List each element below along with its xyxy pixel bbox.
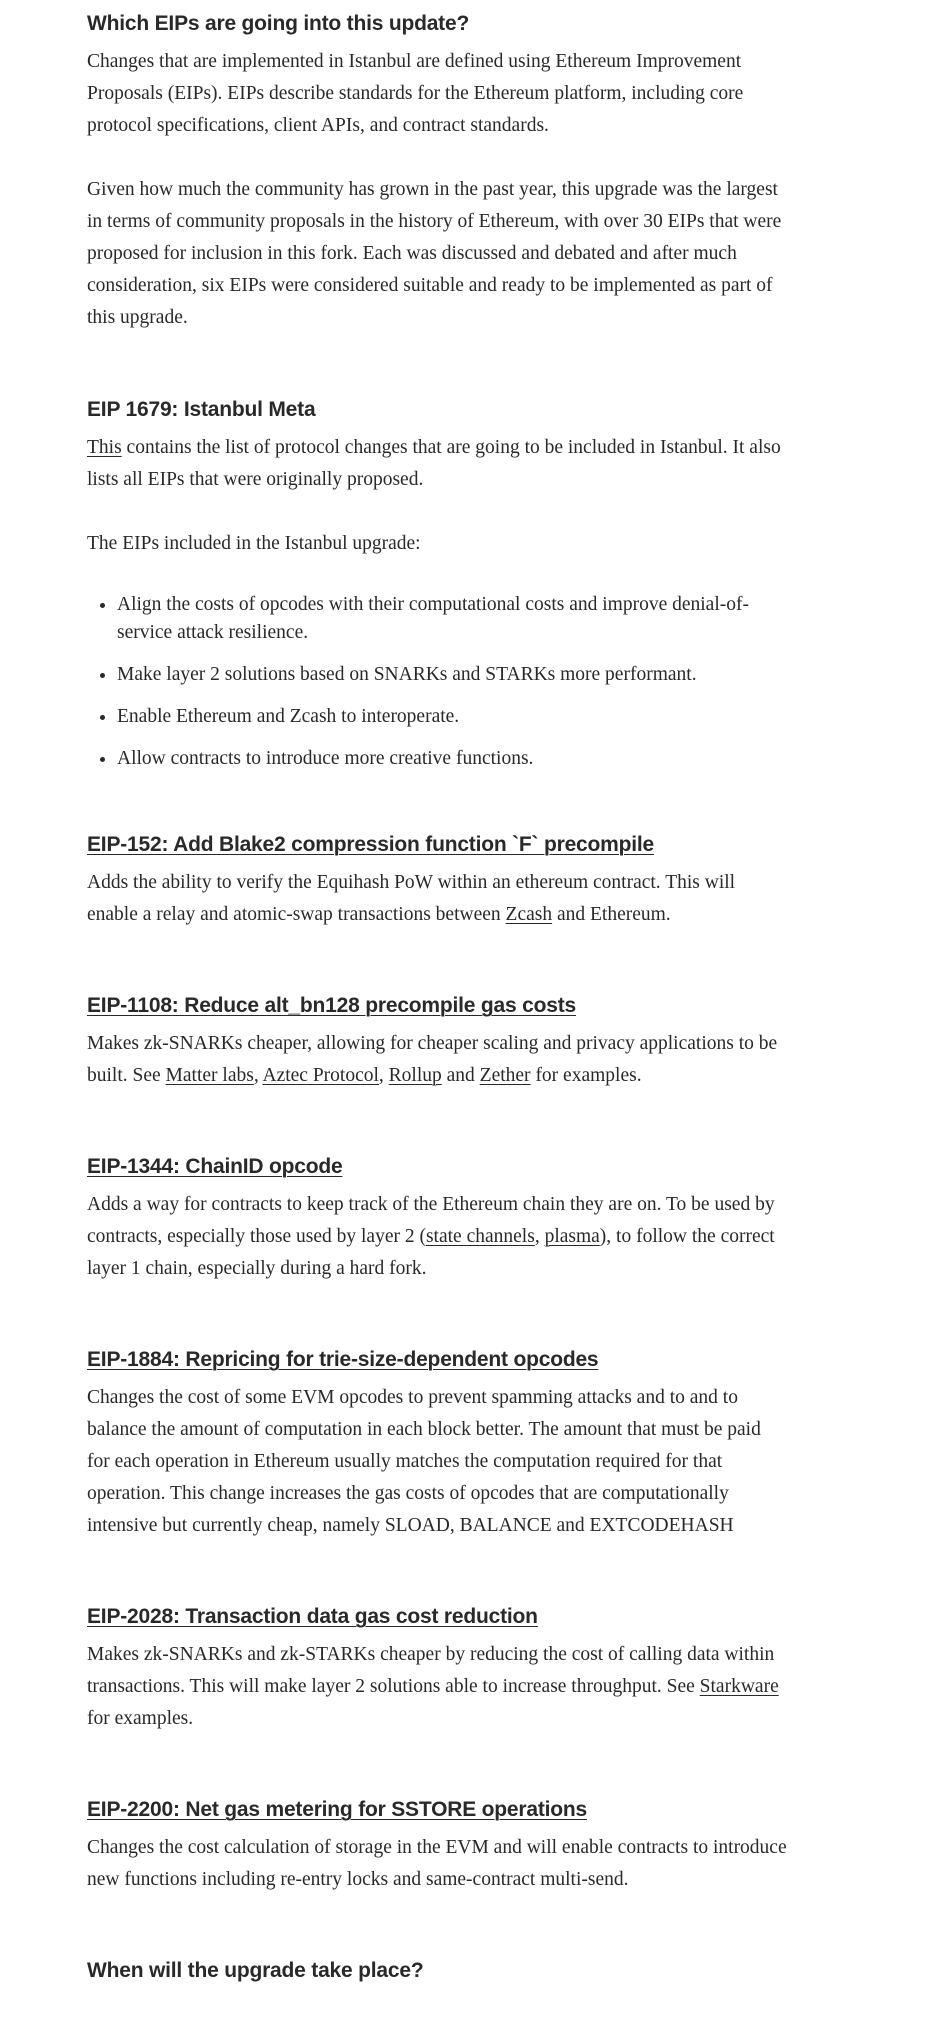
list-item: • Allow contracts to introduce more creative functions. [117, 745, 787, 773]
paragraph [87, 1639, 787, 1735]
paragraph-text: Adds the ability to verify the Equihash PoW within an ethereum contract. This will enable a relay and atomic-swap transactions between [87, 872, 736, 925]
paragraph-text: ), to follow the correct layer 1 chain, especially during a hard fork. [87, 1226, 775, 1279]
aztec-protocol-link[interactable]: Aztec Protocol [262, 1065, 379, 1086]
paragraph-text: Makes zk-SNARKs and zk-STARKs cheaper by reducing the cost of calling data within transactions. This will make layer 2 solutions able to increase throughput. See [87, 1644, 775, 1697]
paragraph [87, 432, 787, 496]
list-item: • Enable Ethereum and Zcash to interoperate. [117, 703, 787, 731]
paragraph: Changes the cost of some EVM opcodes to prevent spamming attacks and to and to balance the amount of computation in each block better. The amount that must be paid for each operation in Ethereum usually matches the computation required for that operation. This change increases the gas costs of opcodes that are computationally intensive but currently cheap, namely SLOAD, BALANCE and EXTCODEHASH [87, 1387, 761, 1536]
matter-labs-link[interactable]: Matter labs [165, 1065, 254, 1086]
section-eip1679 [87, 396, 787, 773]
section-eip1108 [87, 992, 787, 1092]
paragraph-text: Adds a way for contracts to keep track of the Ethereum chain they are on. To be used by contracts, especially those used by layer 2 ( [87, 1194, 775, 1247]
eip2200-heading-link[interactable]: EIP-2200: Net gas metering for SSTORE operations [87, 1798, 587, 1821]
eip1108-heading-link[interactable]: EIP-1108: Reduce alt_bn128 precompile gas costs [87, 994, 576, 1017]
paragraph-text: and Ethereum. [552, 904, 671, 925]
list-item: • Make layer 2 solutions based on SNARKs and STARKs more performant. [117, 661, 787, 689]
section-eip1884 [87, 1346, 787, 1542]
section-when [87, 1957, 787, 1985]
zether-link[interactable]: Zether [479, 1065, 531, 1086]
eip1884-heading-link[interactable]: EIP-1884: Repricing for trie-size-dependent opcodes [87, 1348, 599, 1371]
paragraph-text: Makes zk-SNARKs cheaper, allowing for cheaper scaling and privacy applications to be built. See [87, 1033, 778, 1086]
section-eip1344 [87, 1153, 787, 1285]
eip152-heading-link[interactable]: EIP-152: Add Blake2 compression function `F` precompile [87, 833, 655, 856]
state-channels-link[interactable]: state channels [425, 1226, 535, 1247]
paragraph-text: for examples. [530, 1065, 642, 1086]
eip1344-heading-link[interactable]: EIP-1344: ChainID opcode [87, 1155, 343, 1178]
list-item: • Align the costs of opcodes with their computational costs and improve denial-of-service attack resilience. [117, 591, 787, 647]
starkware-link[interactable]: Starkware [699, 1676, 779, 1697]
section-heading: When will the upgrade take place? [87, 1959, 424, 1982]
zcash-link[interactable]: Zcash [505, 904, 553, 925]
paragraph: Changes the cost calculation of storage in the EVM and will enable contracts to introduce new functions including re-entry locks and same-contract multi-send. [87, 1837, 787, 1890]
paragraph-text: contains the list of protocol changes that are going to be included in Istanbul. It also lists all EIPs that were originally proposed. [87, 437, 781, 490]
eip2028-heading-link[interactable]: EIP-2028: Transaction data gas cost reduction [87, 1605, 538, 1628]
paragraph [87, 1189, 787, 1285]
separator: and [441, 1065, 480, 1086]
section-eip152 [87, 831, 787, 931]
paragraph [87, 1028, 787, 1092]
separator: , [534, 1226, 545, 1247]
section-heading: EIP 1679: Istanbul Meta [87, 398, 316, 421]
separator: , [378, 1065, 389, 1086]
paragraph [87, 867, 787, 931]
article-body [87, 0, 787, 1985]
this-link[interactable]: This [87, 437, 122, 458]
plasma-link[interactable]: plasma [544, 1226, 600, 1247]
rollup-link[interactable]: Rollup [388, 1065, 442, 1086]
section-eip2028 [87, 1603, 787, 1735]
paragraph-text: for examples. [87, 1708, 194, 1729]
paragraph: Given how much the community has grown in the past year, this upgrade was the largest in terms of community proposals in the history of Ethereum, with over 30 EIPs that were proposed for inclusion in this fork. Each was discussed and debated and after much consideration, six EIPs were considered suitable and ready to be implemented as part of this upgrade. [87, 179, 782, 328]
section-which-eips [87, 0, 787, 334]
section-heading: Which EIPs are going into this update? [87, 12, 470, 35]
paragraph: The EIPs included in the Istanbul upgrade: [87, 533, 421, 554]
separator: , [253, 1065, 263, 1086]
paragraph: Changes that are implemented in Istanbul are defined using Ethereum Improvement Proposals (EIPs). EIPs describe standards for the Ethereum platform, including core protocol specifications, client APIs, and contract standards. [87, 51, 744, 136]
section-eip2200 [87, 1796, 787, 1896]
eip-list [87, 591, 787, 773]
